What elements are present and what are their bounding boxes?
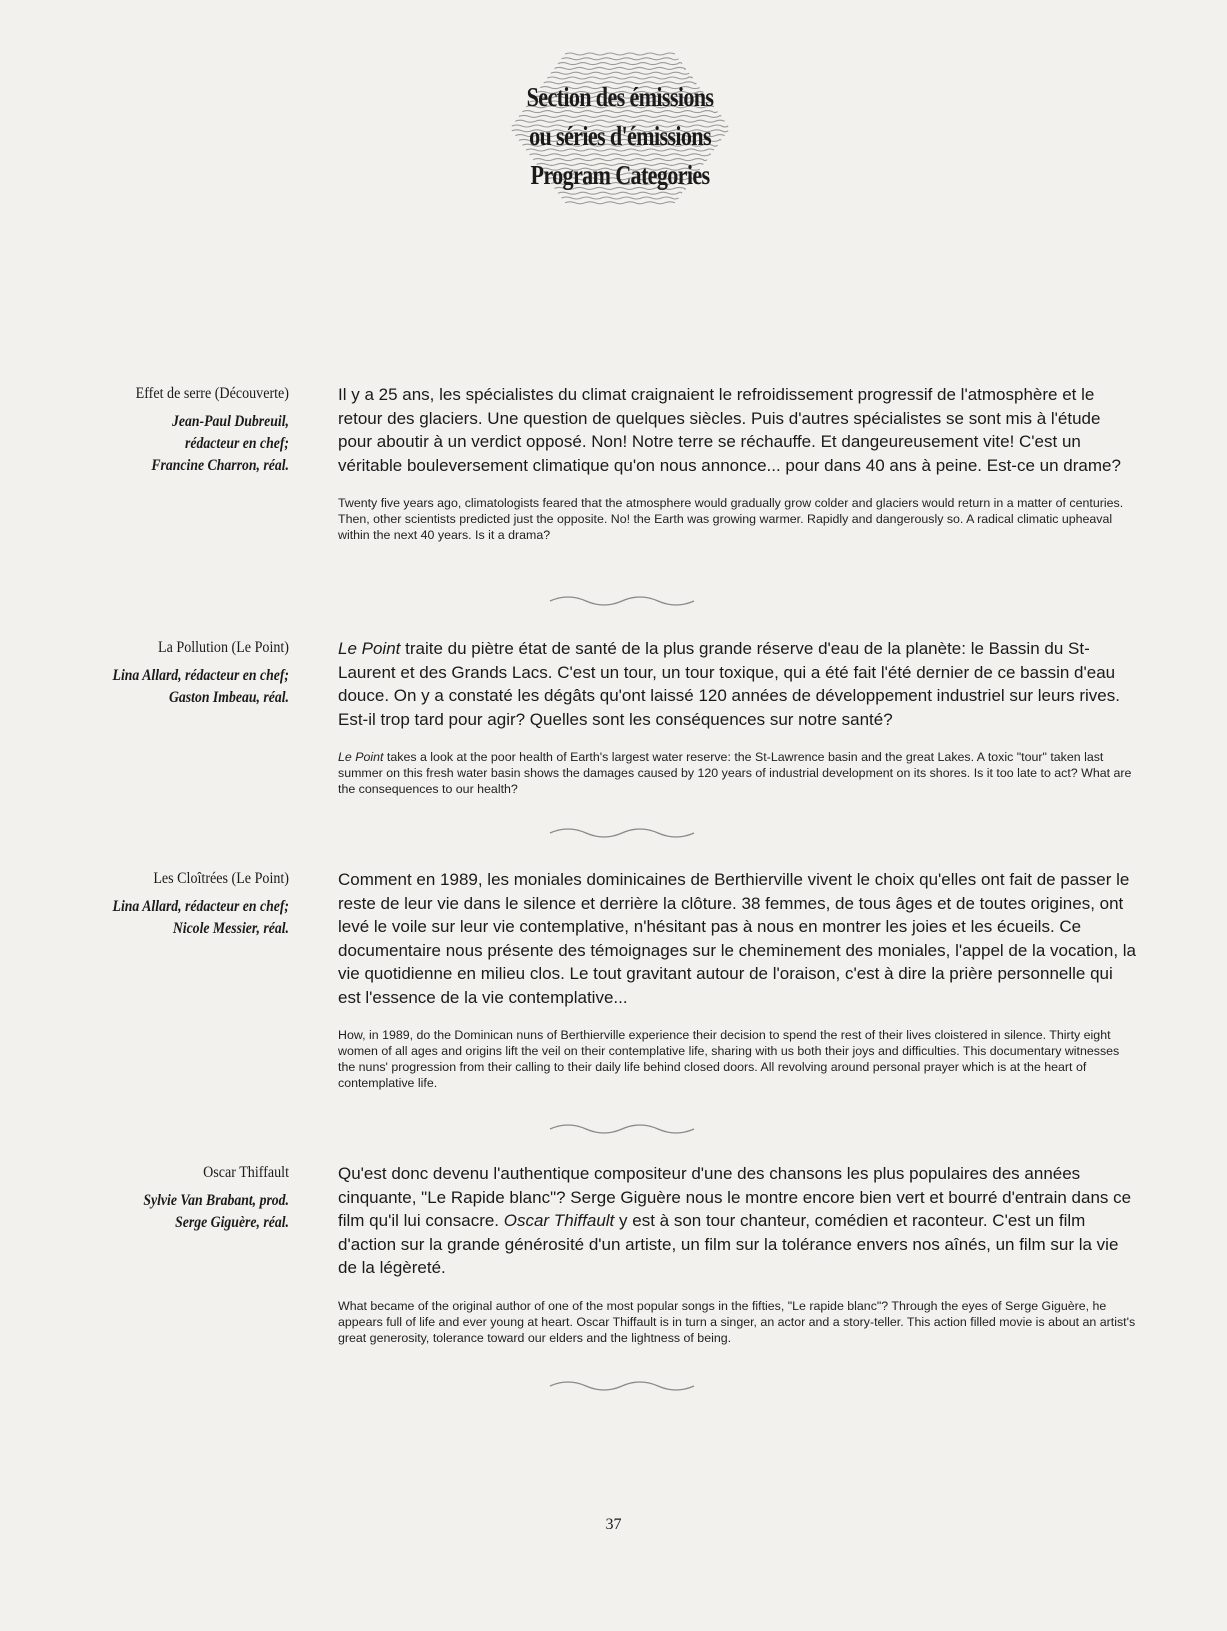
section-title — [472, 50, 767, 195]
program-title: La Pollution (Le Point) — [157, 639, 289, 656]
description-french: Qu'est donc devenu l'authentique compositeur d'une des chansons les plus populaires des années cinquante, "Le Rapide blanc"? Serge Giguère nous le montre encore bien vert et bourré d'entrain dans ce film qu'il lui consacre. Oscar Thiffault y est à son tour chanteur, comédien et raconteur. C'est un film d'action sur la grande générosité d'un artiste, un film sur la tolérance envers nos aînés, un film sur la vie de la légèreté. — [338, 1164, 1132, 1277]
program-credit-line: Lina Allard, rédacteur en chef; — [112, 667, 289, 684]
program-credit-line: Serge Giguère, réal. — [175, 1214, 289, 1231]
section-title-line-2: ou séries d'émissions — [529, 121, 711, 151]
description-french: Comment en 1989, les moniales dominicaines de Berthierville vivent le choix qu'elles ont fait de passer le reste de leur vie dans le silence et derrière la clôture. 38 femmes, de tous âges et de toutes origines, ont levé le voile sur leur vie contemplative, n'hésitant pas à nous en montrer les joies et les écueils. Ce documentaire nous présente des témoignages sur le cheminement des moniales, l'appel de la vocation, la vie quotidienne en milieu clos. Le tout gravitant autour de l'oraison, c'est à dire la prière personnelle qui est l'essence de la vie contemplative... — [338, 870, 1136, 1007]
description-french: Le Point traite du piètre état de santé de la plus grande réserve d'eau de la planète: le Bassin du St-Laurent et des Grands Lacs. C'est un tour, un tour toxique, qui a été fait l'été dernier de ce bassin d'eau douce. On y a constaté les dégâts qu'ont laissé 120 années de développement industriel sur leurs rives. Est-il trop tard pour agir? Quelles sont les conséquences sur notre santé? — [338, 639, 1120, 729]
wave-divider-icon — [548, 825, 698, 839]
program-credit-line: Nicole Messier, réal. — [172, 920, 289, 937]
program-credits — [29, 383, 289, 477]
program-credit-line: Francine Charron, réal. — [151, 457, 289, 474]
program-description — [338, 637, 1138, 797]
page-header — [440, 50, 800, 210]
program-credit-line: Gaston Imbeau, réal. — [168, 689, 289, 706]
wave-divider-icon — [548, 593, 698, 607]
program-credits — [29, 1162, 289, 1234]
program-description — [338, 868, 1138, 1091]
program-title: Effet de serre (Découverte) — [135, 385, 289, 402]
program-credit-line: Sylvie Van Brabant, prod. — [143, 1192, 289, 1209]
program-credits — [29, 868, 289, 940]
program-title: Oscar Thiffault — [203, 1164, 289, 1181]
section-title-line-3: Program Categories — [530, 160, 710, 190]
program-title: Les Cloîtrées (Le Point) — [153, 870, 289, 887]
program-credit-line: Jean-Paul Dubreuil, — [172, 413, 289, 430]
section-title-line-1: Section des émissions — [526, 82, 714, 112]
program-credit-line: rédacteur en chef; — [185, 435, 289, 452]
wave-line — [562, 197, 679, 199]
description-english: Le Point takes a look at the poor health of Earth's largest water reserve: the St-Lawrence basin and the great Lakes. A toxic "tour" taken last summer on this fresh water basin shows the damages caused by 120 years of industrial development on its shores. Is it too late to act? What are the consequences to our health? — [338, 750, 1132, 796]
wave-divider-icon — [548, 1378, 698, 1392]
program-description — [338, 383, 1138, 543]
program-credits — [29, 637, 289, 709]
wave-divider-icon — [548, 1121, 698, 1135]
description-english: How, in 1989, do the Dominican nuns of Berthierville experience their decision to spend the rest of their lives cloistered in silence. Thirty eight women of all ages and origins lift the veil on their contemplative life, sharing with us both their joys and difficulties. This documentary witnesses the nuns' progression from their calling to their daily life behind closed doors. All revolving around personal prayer which is at the heart of contemplative life. — [338, 1028, 1120, 1090]
description-english: What became of the original author of one of the most popular songs in the fifties, "Le rapide blanc"? Through the eyes of Serge Giguère, he appears full of life and ever young at heart. Oscar Thiffault is in turn a singer, an actor and a story-teller. This action filled movie is about an artist's great generosity, tolerance toward our elders and the lightness of being. — [338, 1298, 1136, 1345]
program-credit-line: Lina Allard, rédacteur en chef; — [112, 898, 289, 915]
page-number: 37 — [605, 1516, 622, 1533]
wave-line — [565, 202, 675, 204]
program-description — [338, 1162, 1138, 1346]
description-english: Twenty five years ago, climatologists feared that the atmosphere would gradually grow colder and glaciers would return in a matter of centuries. Then, other scientists predicted just the opposite. No! the Earth was growing warmer. Rapidly and dangerously so. A radical climatic upheaval within the next 40 years. Is it a drama? — [338, 496, 1124, 542]
description-french: Il y a 25 ans, les spécialistes du climat craignaient le refroidissement progressif de l'atmosphère et le retour des glaciers. Une question de quelques siècles. Puis d'autres spécialistes se sont mis à l'étude pour aboutir à un verdict opposé. Non! Notre terre se réchauffe. Et dangeureusement vite! C'est un véritable bouleversement climatique qu'on nous annonce... pour dans 40 ans à peine. Est-ce un drame? — [338, 385, 1121, 475]
